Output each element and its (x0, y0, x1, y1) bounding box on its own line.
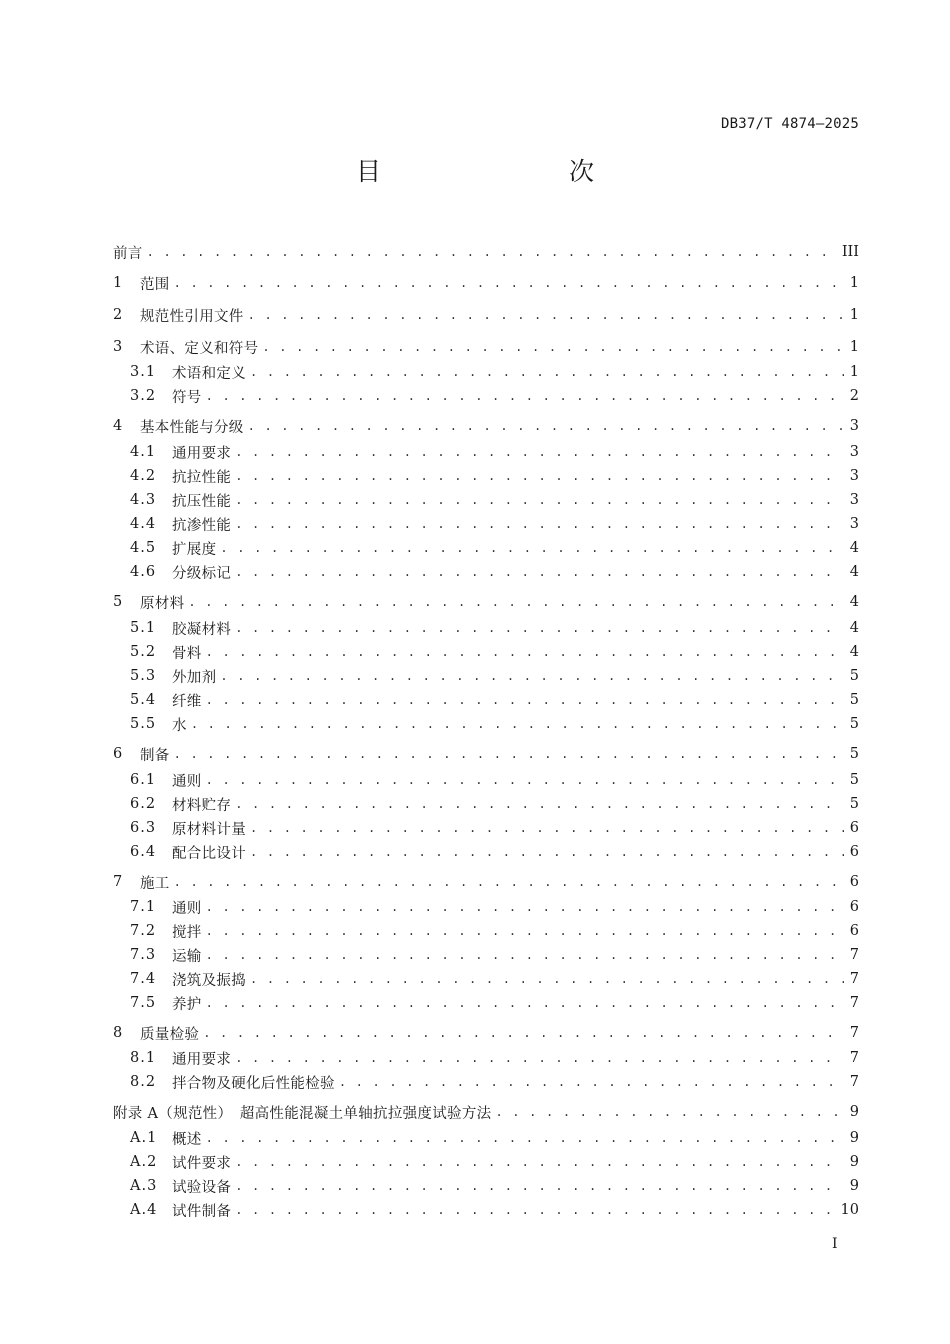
dot-leader (248, 305, 844, 325)
toc-entry-number: 4.4 (130, 516, 157, 532)
toc-entry-title: 质量检验 (140, 1026, 200, 1043)
toc-entry-number: 4.2 (130, 468, 157, 484)
toc-entry-title: 材料贮存 (172, 797, 232, 814)
toc-entry-number: A.2 (130, 1154, 158, 1170)
toc-entry-title: 原材料计量 (172, 821, 246, 838)
toc-entry[interactable] (130, 538, 859, 558)
toc-entry[interactable] (130, 1200, 859, 1220)
toc-entry-title: 术语、定义和符号 (140, 340, 259, 357)
toc-entry-page: 7 (849, 1025, 859, 1041)
toc-entry-page: 1 (849, 275, 859, 291)
toc-entry-title: 通用要求 (172, 445, 232, 462)
toc-entry-number: 4.6 (130, 564, 157, 580)
dot-leader (235, 442, 844, 462)
toc-entry-title: 范围 (140, 276, 170, 293)
page-title: 目 次 (355, 157, 640, 186)
dot-leader (206, 897, 844, 917)
toc-entry[interactable] (130, 1048, 859, 1068)
toc-entry[interactable] (113, 1102, 859, 1122)
toc-entry-number: 8.2 (130, 1074, 157, 1090)
toc-entry-page: 4 (849, 594, 859, 610)
toc-entry[interactable] (113, 592, 859, 612)
toc-entry-page: 1 (849, 364, 859, 380)
dot-leader (495, 1102, 843, 1122)
toc-entry-page: 9 (849, 1178, 859, 1194)
toc-entry[interactable] (113, 872, 859, 892)
toc-entry-number: 4.5 (130, 540, 157, 556)
toc-entry[interactable] (130, 562, 859, 582)
toc-entry-page: 7 (849, 971, 859, 987)
toc-entry-page: 5 (849, 692, 859, 708)
toc-entry-page: 7 (849, 947, 859, 963)
toc-entry[interactable] (130, 690, 859, 710)
toc-entry-number: 7.4 (130, 971, 157, 987)
dot-leader (206, 690, 844, 710)
toc-entry[interactable] (130, 897, 859, 917)
dot-leader (235, 466, 844, 486)
toc-entry-page: 4 (849, 644, 859, 660)
dot-leader (235, 1176, 844, 1196)
dot-leader (206, 1128, 844, 1148)
dot-leader (250, 818, 844, 838)
dot-leader (235, 490, 844, 510)
toc-entry-number: 7.3 (130, 947, 157, 963)
toc-entry-number: 5.1 (130, 620, 157, 636)
toc-entry-page: 1 (849, 339, 859, 355)
toc-entry-page: 7 (849, 1050, 859, 1066)
toc-entry-page: 9 (849, 1154, 859, 1170)
toc-entry[interactable] (130, 666, 859, 686)
toc-entry-number: 7.2 (130, 923, 157, 939)
toc-entry-title: 附录 A（规范性） 超高性能混凝土单轴抗拉强度试验方法 (113, 1105, 492, 1122)
toc-entry-title: 拌合物及硬化后性能检验 (172, 1075, 335, 1092)
toc-entry[interactable] (130, 1176, 859, 1196)
dot-leader (206, 642, 844, 662)
toc-entry-title: 概述 (172, 1131, 202, 1148)
dot-leader (235, 562, 844, 582)
toc-entry-number: 6.1 (130, 772, 157, 788)
toc-entry-number: 8 (113, 1025, 123, 1041)
toc-entry-title: 抗压性能 (172, 493, 232, 510)
dot-leader (206, 386, 844, 406)
toc-entry-title: 运输 (172, 948, 202, 965)
toc-entry-page: 2 (849, 388, 859, 404)
toc-entry-number: 5.4 (130, 692, 157, 708)
dot-leader (220, 666, 843, 686)
toc-entry-page: 6 (849, 874, 859, 890)
toc-entry-page: 6 (849, 820, 859, 836)
toc-entry-number: 5.3 (130, 668, 157, 684)
dot-leader (250, 969, 844, 989)
toc-entry[interactable] (113, 1023, 859, 1043)
toc-entry-number: 3.1 (130, 364, 157, 380)
page-number: I (832, 1236, 838, 1252)
toc-entry-page: 3 (849, 516, 859, 532)
standard-code: DB37/T 4874—2025 (720, 116, 859, 132)
dot-leader (250, 362, 844, 382)
toc-entry[interactable] (130, 921, 859, 941)
toc-entry-title: 前言 (113, 245, 143, 262)
toc-entry-page: 5 (849, 746, 859, 762)
toc-entry[interactable] (130, 842, 859, 862)
toc-entry[interactable] (130, 466, 859, 486)
toc-entry-title: 通用要求 (172, 1051, 232, 1068)
toc-entry-title: 试件要求 (172, 1155, 232, 1172)
toc-entry-title: 制备 (140, 747, 170, 764)
toc-entry-number: 7 (113, 874, 123, 890)
dot-leader (220, 538, 843, 558)
toc-entry-number: 4 (113, 418, 123, 434)
dot-leader (206, 945, 844, 965)
toc-entry[interactable] (130, 618, 859, 638)
dot-leader (250, 842, 844, 862)
toc-entry-number: 4.1 (130, 444, 157, 460)
toc-entry[interactable] (130, 386, 859, 406)
dot-leader (235, 794, 844, 814)
dot-leader (174, 273, 844, 293)
toc-entry-number: 5.5 (130, 716, 157, 732)
dot-leader (339, 1072, 844, 1092)
toc-entry-title: 纤维 (172, 693, 202, 710)
toc-entry[interactable] (113, 273, 859, 293)
toc-entry-title: 基本性能与分级 (140, 419, 244, 436)
dot-leader (203, 1023, 844, 1043)
toc-entry-title: 分级标记 (172, 565, 232, 582)
toc-entry-title: 养护 (172, 996, 202, 1013)
toc-entry[interactable] (130, 945, 859, 965)
dot-leader (235, 618, 844, 638)
toc-entry[interactable] (130, 1128, 859, 1148)
toc-entry-title: 浇筑及振捣 (172, 972, 246, 989)
toc-entry-title: 试验设备 (172, 1179, 232, 1196)
dot-leader (235, 1152, 844, 1172)
toc-entry-title: 原材料 (140, 595, 185, 612)
dot-leader (248, 416, 844, 436)
toc-entry-page: 9 (849, 1104, 859, 1120)
toc-entry-number: 5 (113, 594, 123, 610)
toc-entry-number: A.3 (130, 1178, 158, 1194)
toc-entry[interactable] (130, 794, 859, 814)
toc-entry[interactable] (113, 305, 859, 325)
toc-entry-number: 6.4 (130, 844, 157, 860)
toc-entry-number: 8.1 (130, 1050, 157, 1066)
dot-leader (235, 1048, 844, 1068)
toc-entry[interactable] (130, 442, 859, 462)
toc-entry-title: 规范性引用文件 (140, 308, 244, 325)
toc-entry[interactable] (113, 744, 859, 764)
toc-entry-page: 4 (849, 620, 859, 636)
toc-entry-number: 3.2 (130, 388, 157, 404)
toc-entry[interactable] (113, 337, 859, 357)
toc-entry-title: 抗拉性能 (172, 469, 232, 486)
toc-entry-number: 2 (113, 307, 123, 323)
toc-entry[interactable] (130, 969, 859, 989)
toc-entry-title: 胶凝材料 (172, 621, 232, 638)
toc-entry-title: 骨料 (172, 645, 202, 662)
dot-leader (235, 1200, 834, 1220)
toc-entry-number: A.4 (130, 1202, 158, 1218)
toc-entry-page: 3 (849, 444, 859, 460)
toc-entry-page: 3 (849, 492, 859, 508)
toc-entry-page: 6 (849, 844, 859, 860)
toc-entry-page: 3 (849, 468, 859, 484)
toc-entry-title: 水 (172, 717, 187, 734)
toc-entry[interactable] (130, 770, 859, 790)
toc-entry-page: 9 (849, 1130, 859, 1146)
toc-entry[interactable] (130, 642, 859, 662)
toc-entry-page: 7 (849, 1074, 859, 1090)
toc-entry-page: 6 (849, 923, 859, 939)
dot-leader (235, 514, 844, 534)
toc-entry-page: 5 (849, 716, 859, 732)
toc-entry[interactable] (130, 714, 859, 734)
toc-entry-title: 术语和定义 (172, 365, 246, 382)
dot-leader (262, 337, 843, 357)
toc-entry[interactable] (130, 490, 859, 510)
toc-entry[interactable] (130, 993, 859, 1013)
toc-entry-page: 5 (849, 772, 859, 788)
toc-entry-title: 施工 (140, 875, 170, 892)
dot-leader (206, 921, 844, 941)
toc-entry-page: 10 (840, 1202, 859, 1218)
toc-entry[interactable] (130, 514, 859, 534)
toc-entry-title: 搅拌 (172, 924, 202, 941)
toc-entry-number: A.1 (130, 1130, 158, 1146)
toc-entry-page: 7 (849, 995, 859, 1011)
dot-leader (206, 993, 844, 1013)
toc-entry-number: 4.3 (130, 492, 157, 508)
toc-entry-title: 试件制备 (172, 1203, 232, 1220)
dot-leader (206, 770, 844, 790)
toc-entry[interactable] (130, 818, 859, 838)
toc-entry-title: 抗渗性能 (172, 517, 232, 534)
toc-entry-page: 6 (849, 899, 859, 915)
toc-entry-title: 配合比设计 (172, 845, 246, 862)
toc-entry-number: 7.5 (130, 995, 157, 1011)
toc-entry[interactable] (130, 1072, 859, 1092)
toc-entry-title: 通则 (172, 900, 202, 917)
toc-entry-number: 7.1 (130, 899, 157, 915)
toc-entry-number: 6.3 (130, 820, 157, 836)
toc-entry[interactable] (113, 242, 859, 262)
toc-entry-number: 6 (113, 746, 123, 762)
toc-entry-page: III (841, 244, 859, 260)
dot-leader (147, 242, 836, 262)
toc-entry-number: 1 (113, 275, 123, 291)
toc-entry-number: 6.2 (130, 796, 157, 812)
toc-entry-number: 5.2 (130, 644, 157, 660)
toc-entry-title: 扩展度 (172, 541, 217, 558)
dot-leader (174, 872, 844, 892)
toc-entry-title: 符号 (172, 389, 202, 406)
toc-entry-page: 5 (849, 796, 859, 812)
toc-entry[interactable] (130, 1152, 859, 1172)
toc-entry-page: 4 (849, 564, 859, 580)
toc-entry-page: 1 (849, 307, 859, 323)
toc-entry-page: 4 (849, 540, 859, 556)
toc-entry[interactable] (113, 416, 859, 436)
toc-entry[interactable] (130, 362, 859, 382)
dot-leader (188, 592, 843, 612)
dot-leader (174, 744, 844, 764)
toc-entry-page: 3 (849, 418, 859, 434)
toc-entry-page: 5 (849, 668, 859, 684)
toc-entry-title: 通则 (172, 773, 202, 790)
dot-leader (191, 714, 844, 734)
toc-entry-number: 3 (113, 339, 123, 355)
toc-entry-title: 外加剂 (172, 669, 217, 686)
